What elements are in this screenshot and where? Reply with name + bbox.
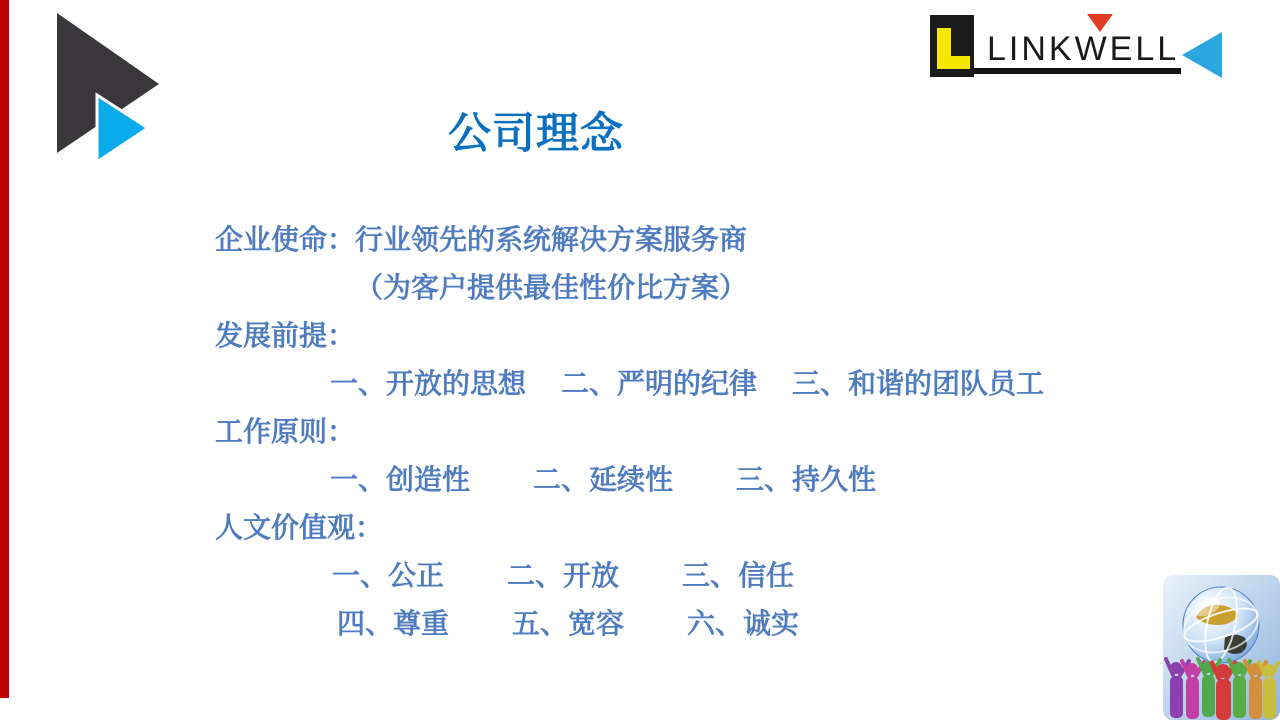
logo-brand-text: LINKWELL: [987, 30, 1180, 68]
logo-mark-box: [930, 15, 974, 77]
principles-heading: 工作原则：: [215, 417, 356, 448]
logo-red-triangle-icon: [1087, 14, 1113, 32]
values-items-row1: 一、公正 二、开放 三、信任: [332, 561, 795, 592]
mission-line: 企业使命：行业领先的系统解决方案服务商: [215, 225, 748, 256]
premise-heading: 发展前提：: [215, 321, 356, 352]
principles-items: 一、创造性 二、延续性 三、持久性: [330, 465, 877, 496]
premise-items: 一、开放的思想 二、严明的纪律 三、和谐的团队员工: [330, 369, 1045, 400]
slide-body-text: [215, 217, 1075, 649]
logo-letter-l-foot: [937, 56, 970, 69]
values-items-row2: 四、尊重 五、宽容 六、诚实: [337, 609, 800, 640]
logo-underline: [974, 68, 1181, 74]
page-title: 公司理念: [448, 110, 624, 158]
mission-subline: （为客户提供最佳性价比方案）: [355, 273, 748, 304]
teamwork-people-icons: [1166, 659, 1278, 720]
globe-teamwork-image: [1163, 575, 1280, 720]
corner-decoration: [0, 0, 180, 180]
values-heading: 人文价值观：: [215, 513, 384, 544]
logo-blue-triangle-icon: [1182, 32, 1222, 78]
